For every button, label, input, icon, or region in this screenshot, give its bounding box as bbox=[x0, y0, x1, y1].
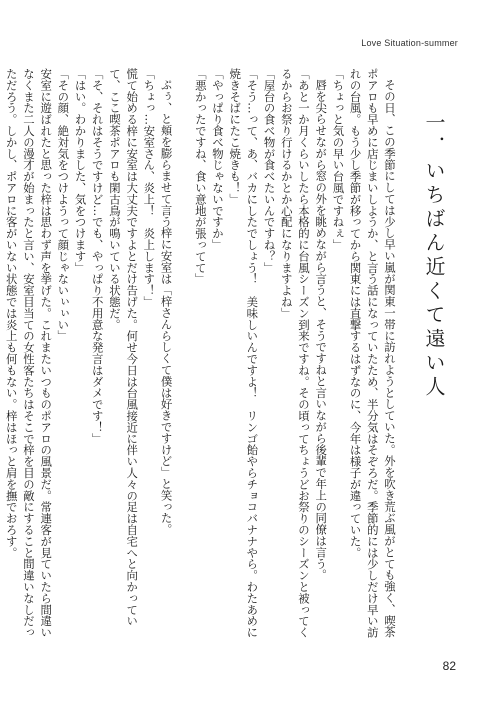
section-gap bbox=[175, 68, 192, 648]
paragraph: 唇を尖らせながら窓の外を眺めながら言うと、そうですねと言いながら後輩で年上の同僚は言う。 bbox=[314, 79, 329, 581]
dialogue-line: 「ちょっと気の早い台風ですねぇ」 bbox=[331, 68, 346, 251]
dialogue-line: 「その顔、絶対気をつけようって顔じゃないぃぃい」 bbox=[56, 68, 71, 342]
chapter-title: 一．いちばん近くて遠い人 bbox=[422, 112, 446, 400]
dialogue-line: 「そ、それはそうですけど…でも、やっぱり不用意な発言はダメです！」 bbox=[90, 68, 105, 445]
dialogue-line bbox=[0, 68, 3, 648]
vertical-text-body bbox=[4, 68, 450, 648]
paragraph: 安室に遊ばれたと思った梓は思わず声を挙げた。これまたいつものポアロの風景だ。常連客が見ていたら間違いなくまた二人の漫才が始まったと言い、安室目当ての女性客たちはそこで梓を目の敵にすること間違いなしだっただろう。しかし、ポアロに客がいない状態では炎上も何もない。梓はほっと肩を撫でおろす。 bbox=[4, 68, 54, 638]
paragraph: ぷぅ、と頬を膨らませて言う梓に安室は「梓さんらしくて僕は好きですけど」と笑った。 bbox=[159, 79, 174, 536]
dialogue-line: 「ちょっ…安室さん、炎上！ 炎上します！」 bbox=[142, 68, 157, 308]
dialogue-line: 「そう…って、あ、バカにしたでしょう！ 美味しいんですよ！ リンゴ飴やらチョコバナナやら。わたあめに焼きそばにたこ焼きも！」 bbox=[228, 68, 260, 638]
page-number: 82 bbox=[442, 659, 456, 673]
dialogue-line: 「屋台の食べ物が食べたいんですね？」 bbox=[262, 68, 277, 274]
running-header: Love Situation-summer bbox=[361, 38, 458, 48]
paragraph: 慌て始める梓に安室は大丈夫ですよとだけ告げた。何せ今日は台風接近に伴い人々の足は自宅へと向かっていて、ここ喫茶ポアロも閑古鳥が鳴いている状態だ。 bbox=[107, 68, 140, 627]
dialogue-line: 「やっぱり食べ物じゃないですか」 bbox=[210, 68, 225, 251]
dialogue-line: 「悪かったですね、食い意地が張ってて」 bbox=[193, 68, 208, 285]
dialogue-line: 「あと一か月くらいしたら本格的に台風シーズン到来ですね。その頃ってちょうどお祭りのシーズンと被ってくるからお祭り行けるかとか心配になりますよね」 bbox=[279, 68, 311, 638]
paragraph: その日、この季節にしては少し早い嵐が関東一帯に訪れようとしていた。外を吹き荒ぶ風がとても強く、喫茶ポアロも早めに店じまいしようか、と言う話になっていたため、半分気はそぞろだ。季節的には少しだけ早い訪れの台風。もう少し季節が移ってから関東には直撃するはずなのに、今年は様子が違っていた。 bbox=[348, 68, 397, 638]
dialogue-line: 「はい。わかりました、気をつけます」 bbox=[73, 68, 88, 274]
